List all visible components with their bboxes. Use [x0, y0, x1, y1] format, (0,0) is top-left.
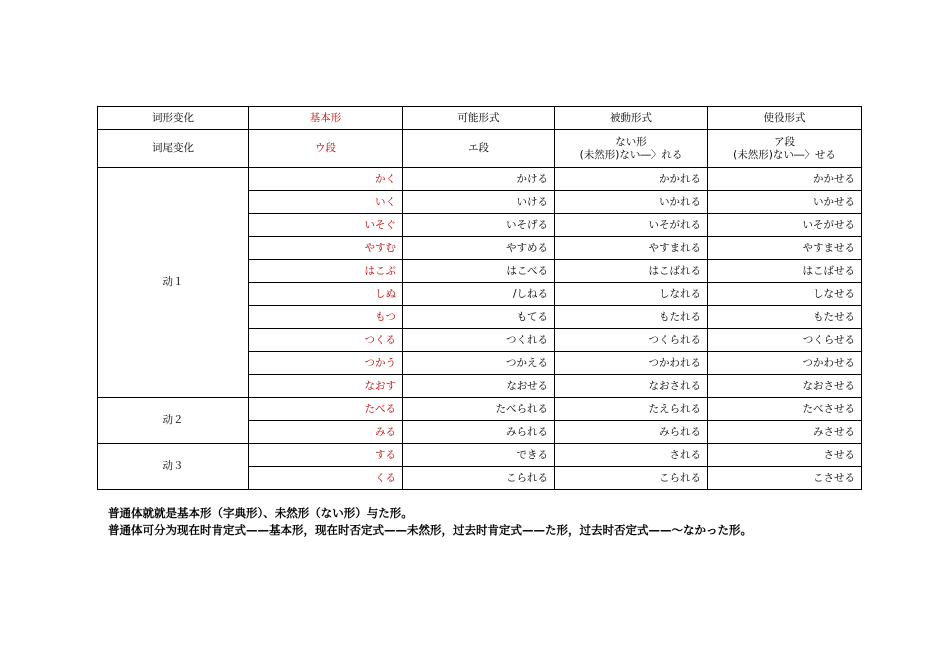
subheader-passive-rule: [555, 130, 708, 168]
causative-form-cell: たべさせる: [708, 398, 862, 421]
base-form-cell: みる: [249, 421, 403, 444]
base-form-cell: たべる: [249, 398, 403, 421]
potential-form-cell: できる: [403, 444, 555, 467]
potential-form-cell: かける: [403, 168, 555, 191]
potential-form-cell: /しねる: [403, 283, 555, 306]
causative-rule-line2: (未然形)ない―〉せる: [733, 148, 836, 161]
passive-form-cell: しなれる: [555, 283, 708, 306]
note-line-1: 普通体就就是基本形（字典形）、未然形（ない形）与た形。: [108, 506, 413, 520]
potential-form-cell: たべられる: [403, 398, 555, 421]
potential-form-cell: つくれる: [403, 329, 555, 352]
potential-form-cell: はこべる: [403, 260, 555, 283]
base-form-cell: しぬ: [249, 283, 403, 306]
passive-form-cell: つかわれる: [555, 352, 708, 375]
passive-form-cell: やすまれる: [555, 237, 708, 260]
causative-form-cell: はこばせる: [708, 260, 862, 283]
verb-group-label: 动１: [98, 168, 249, 398]
causative-form-cell: させる: [708, 444, 862, 467]
causative-form-cell: なおさせる: [708, 375, 862, 398]
subheader-causative-rule: [708, 130, 862, 168]
potential-form-cell: なおせる: [403, 375, 555, 398]
potential-form-cell: みられる: [403, 421, 555, 444]
header-row: [98, 107, 862, 130]
base-form-cell: もつ: [249, 306, 403, 329]
header-passive-form: 被動形式: [555, 107, 708, 130]
base-form-cell: いく: [249, 191, 403, 214]
passive-form-cell: される: [555, 444, 708, 467]
potential-form-cell: こられる: [403, 467, 555, 490]
base-form-cell: やすむ: [249, 237, 403, 260]
header-causative-form: 使役形式: [708, 107, 862, 130]
header-potential-form: 可能形式: [403, 107, 555, 130]
base-form-cell: くる: [249, 467, 403, 490]
conjugation-table: [97, 106, 862, 490]
verb-row: [98, 398, 862, 421]
subheader-e-row: エ段: [403, 130, 555, 168]
causative-rule-line1: ア段: [774, 135, 795, 148]
base-form-cell: つかう: [249, 352, 403, 375]
subheader-u-row: ウ段: [249, 130, 403, 168]
passive-form-cell: こられる: [555, 467, 708, 490]
passive-form-cell: つくられる: [555, 329, 708, 352]
base-form-cell: つくる: [249, 329, 403, 352]
verb-group-label: 动３: [98, 444, 249, 490]
header-base-form: 基本形: [249, 107, 403, 130]
verb-group-label: 动２: [98, 398, 249, 444]
potential-form-cell: いける: [403, 191, 555, 214]
passive-form-cell: みられる: [555, 421, 708, 444]
causative-form-cell: もたせる: [708, 306, 862, 329]
header-form-change: 词形变化: [98, 107, 249, 130]
base-form-cell: なおす: [249, 375, 403, 398]
potential-form-cell: もてる: [403, 306, 555, 329]
potential-form-cell: やすめる: [403, 237, 555, 260]
passive-form-cell: いそがれる: [555, 214, 708, 237]
base-form-cell: する: [249, 444, 403, 467]
passive-form-cell: もたれる: [555, 306, 708, 329]
base-form-cell: いそぐ: [249, 214, 403, 237]
verb-row: [98, 168, 862, 191]
subheader-ending-change: 词尾变化: [98, 130, 249, 168]
passive-form-cell: なおされる: [555, 375, 708, 398]
notes: [108, 505, 928, 539]
passive-form-cell: いかれる: [555, 191, 708, 214]
passive-form-cell: はこばれる: [555, 260, 708, 283]
causative-form-cell: いそがせる: [708, 214, 862, 237]
passive-form-cell: たえられる: [555, 398, 708, 421]
causative-form-cell: つかわせる: [708, 352, 862, 375]
subheader-row: [98, 130, 862, 168]
base-form-cell: かく: [249, 168, 403, 191]
passive-rule-line1: ない形: [615, 135, 647, 148]
causative-form-cell: いかせる: [708, 191, 862, 214]
base-form-cell: はこぶ: [249, 260, 403, 283]
verb-row: [98, 444, 862, 467]
note-line-2: 普通体可分为现在时肯定式——基本形，现在时否定式——未然形，过去时肯定式——た形，过去时否定式——～なかった形。: [108, 523, 752, 537]
causative-form-cell: つくらせる: [708, 329, 862, 352]
potential-form-cell: つかえる: [403, 352, 555, 375]
causative-form-cell: やすませる: [708, 237, 862, 260]
causative-form-cell: かかせる: [708, 168, 862, 191]
causative-form-cell: しなせる: [708, 283, 862, 306]
causative-form-cell: こさせる: [708, 467, 862, 490]
potential-form-cell: いそげる: [403, 214, 555, 237]
passive-rule-line2: (未然形)ない―〉れる: [579, 148, 683, 161]
passive-form-cell: かかれる: [555, 168, 708, 191]
causative-form-cell: みさせる: [708, 421, 862, 444]
